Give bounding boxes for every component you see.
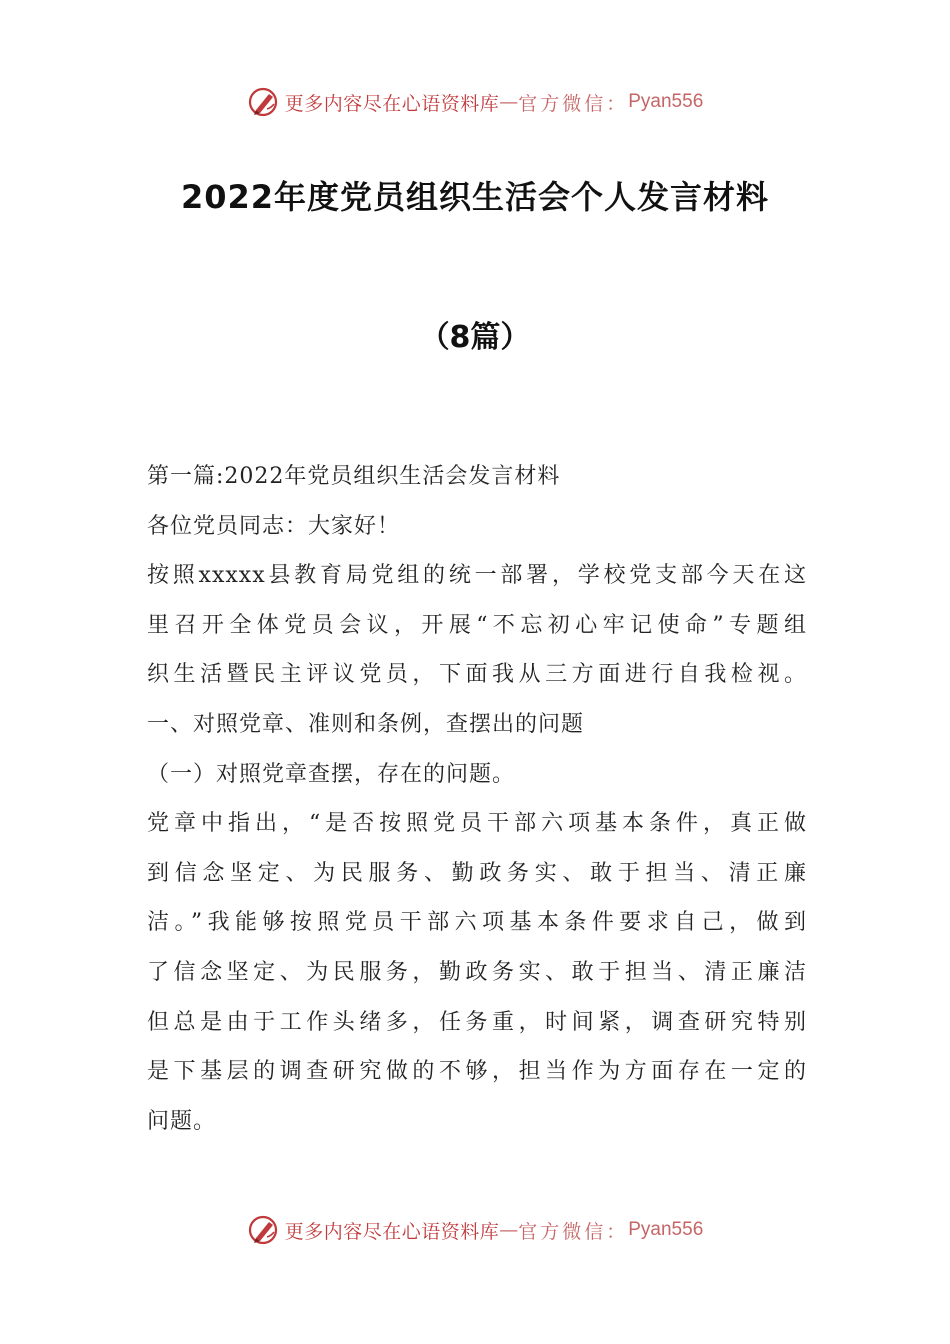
pen-logo-icon <box>247 85 281 119</box>
document-title: 2022年度党员组织生活会个人发言材料 <box>180 178 770 216</box>
watermark-separator: — <box>499 1219 519 1241</box>
watermark-wechat-label: 官方微信： <box>518 1220 629 1243</box>
section-heading: 第一篇:2022年党员组织生活会发言材料 <box>147 464 561 489</box>
greeting: 各位党员同志：大家好！ <box>147 513 401 539</box>
pen-logo-icon <box>247 1213 281 1247</box>
watermark-banner-top <box>0 80 950 124</box>
body-line: 按照xxxxx县教育局党组的统一部署，学校党支部今天在这 <box>147 563 807 589</box>
body-line: 了信念坚定、为民服务，勤政务实、敢于担当、清正廉洁 <box>147 959 807 985</box>
body-line: 是下基层的调查研究做的不够，担当作为方面存在一定的 <box>147 1059 807 1085</box>
body-line: 问题。 <box>147 1108 217 1134</box>
body-line: 但总是由于工作头绪多，任务重，时间紧，调查研究特别 <box>147 1009 807 1035</box>
subsection-heading: （一）对照党章查摆，存在的问题。 <box>147 761 516 787</box>
document-body <box>147 452 807 1146</box>
watermark-wechat-id: Pyan556 <box>628 1219 704 1240</box>
body-line: 党章中指出，“是否按照党员干部六项基本条件，真正做 <box>147 811 807 837</box>
body-line: 到信念坚定、为民服务、勤政务实、敢于担当、清正廉 <box>147 860 807 886</box>
watermark-wechat-label: 官方微信： <box>518 92 629 115</box>
watermark-brand: 更多内容尽在心语资料库 <box>284 1220 500 1243</box>
body-line: 洁。”我能够按照党员干部六项基本条件要求自己，做到 <box>147 910 807 936</box>
body-line: 织生活暨民主评议党员，下面我从三方面进行自我检视。 <box>147 662 807 688</box>
subsection-heading: 一、对照党章、准则和条例，查摆出的问题 <box>147 711 585 737</box>
watermark-wechat-id: Pyan556 <box>628 91 704 112</box>
watermark-brand: 更多内容尽在心语资料库 <box>284 92 500 115</box>
document-subtitle: （8篇） <box>419 320 531 355</box>
watermark-banner-bottom <box>0 1208 950 1252</box>
watermark-separator: — <box>499 91 519 113</box>
body-line: 里召开全体党员会议，开展“不忘初心牢记使命”专题组 <box>147 612 807 638</box>
